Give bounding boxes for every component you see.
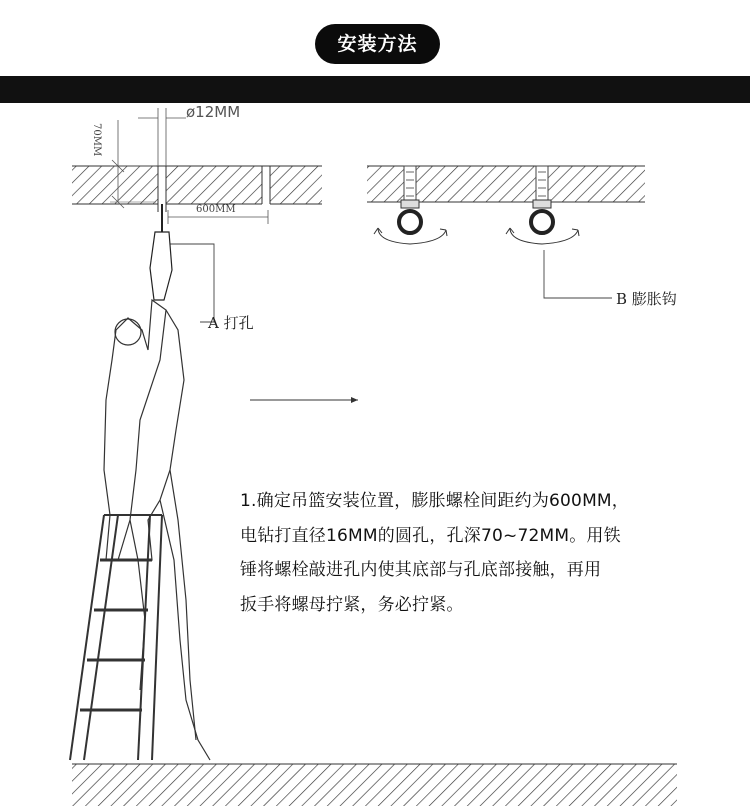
description-line: 锤将螺栓敲进孔内使其底部与孔底部接触，再用 <box>240 560 602 580</box>
diameter-label: ø12MM <box>186 103 241 121</box>
description-line: 电钻打直径16MM的圆孔，孔深70~72MM。用铁 <box>240 525 621 546</box>
ladder <box>70 515 162 760</box>
drill-hole-2 <box>262 166 270 204</box>
label-a-drill: A 打孔 <box>208 314 254 332</box>
worker-figure <box>104 300 210 760</box>
description-line: 1.确定吊篮安装位置，膨胀螺栓间距约为600MM， <box>240 491 630 511</box>
description-line: 扳手将螺母拧紧，务必拧紧。 <box>240 594 464 615</box>
diameter-dimension <box>138 108 186 166</box>
label-b-expansion-hook: B 膨胀钩 <box>616 290 677 308</box>
leader-line-a <box>168 244 214 322</box>
drill-tool <box>150 204 172 300</box>
spacing-label: 600MM <box>196 204 236 215</box>
installation-description <box>240 484 740 622</box>
section-title: 安装方法 <box>315 24 440 64</box>
ceiling-slab-left <box>72 166 322 204</box>
depth-label: 70MM <box>91 123 102 157</box>
floor-slab <box>72 764 677 806</box>
leader-line-b <box>544 250 612 298</box>
